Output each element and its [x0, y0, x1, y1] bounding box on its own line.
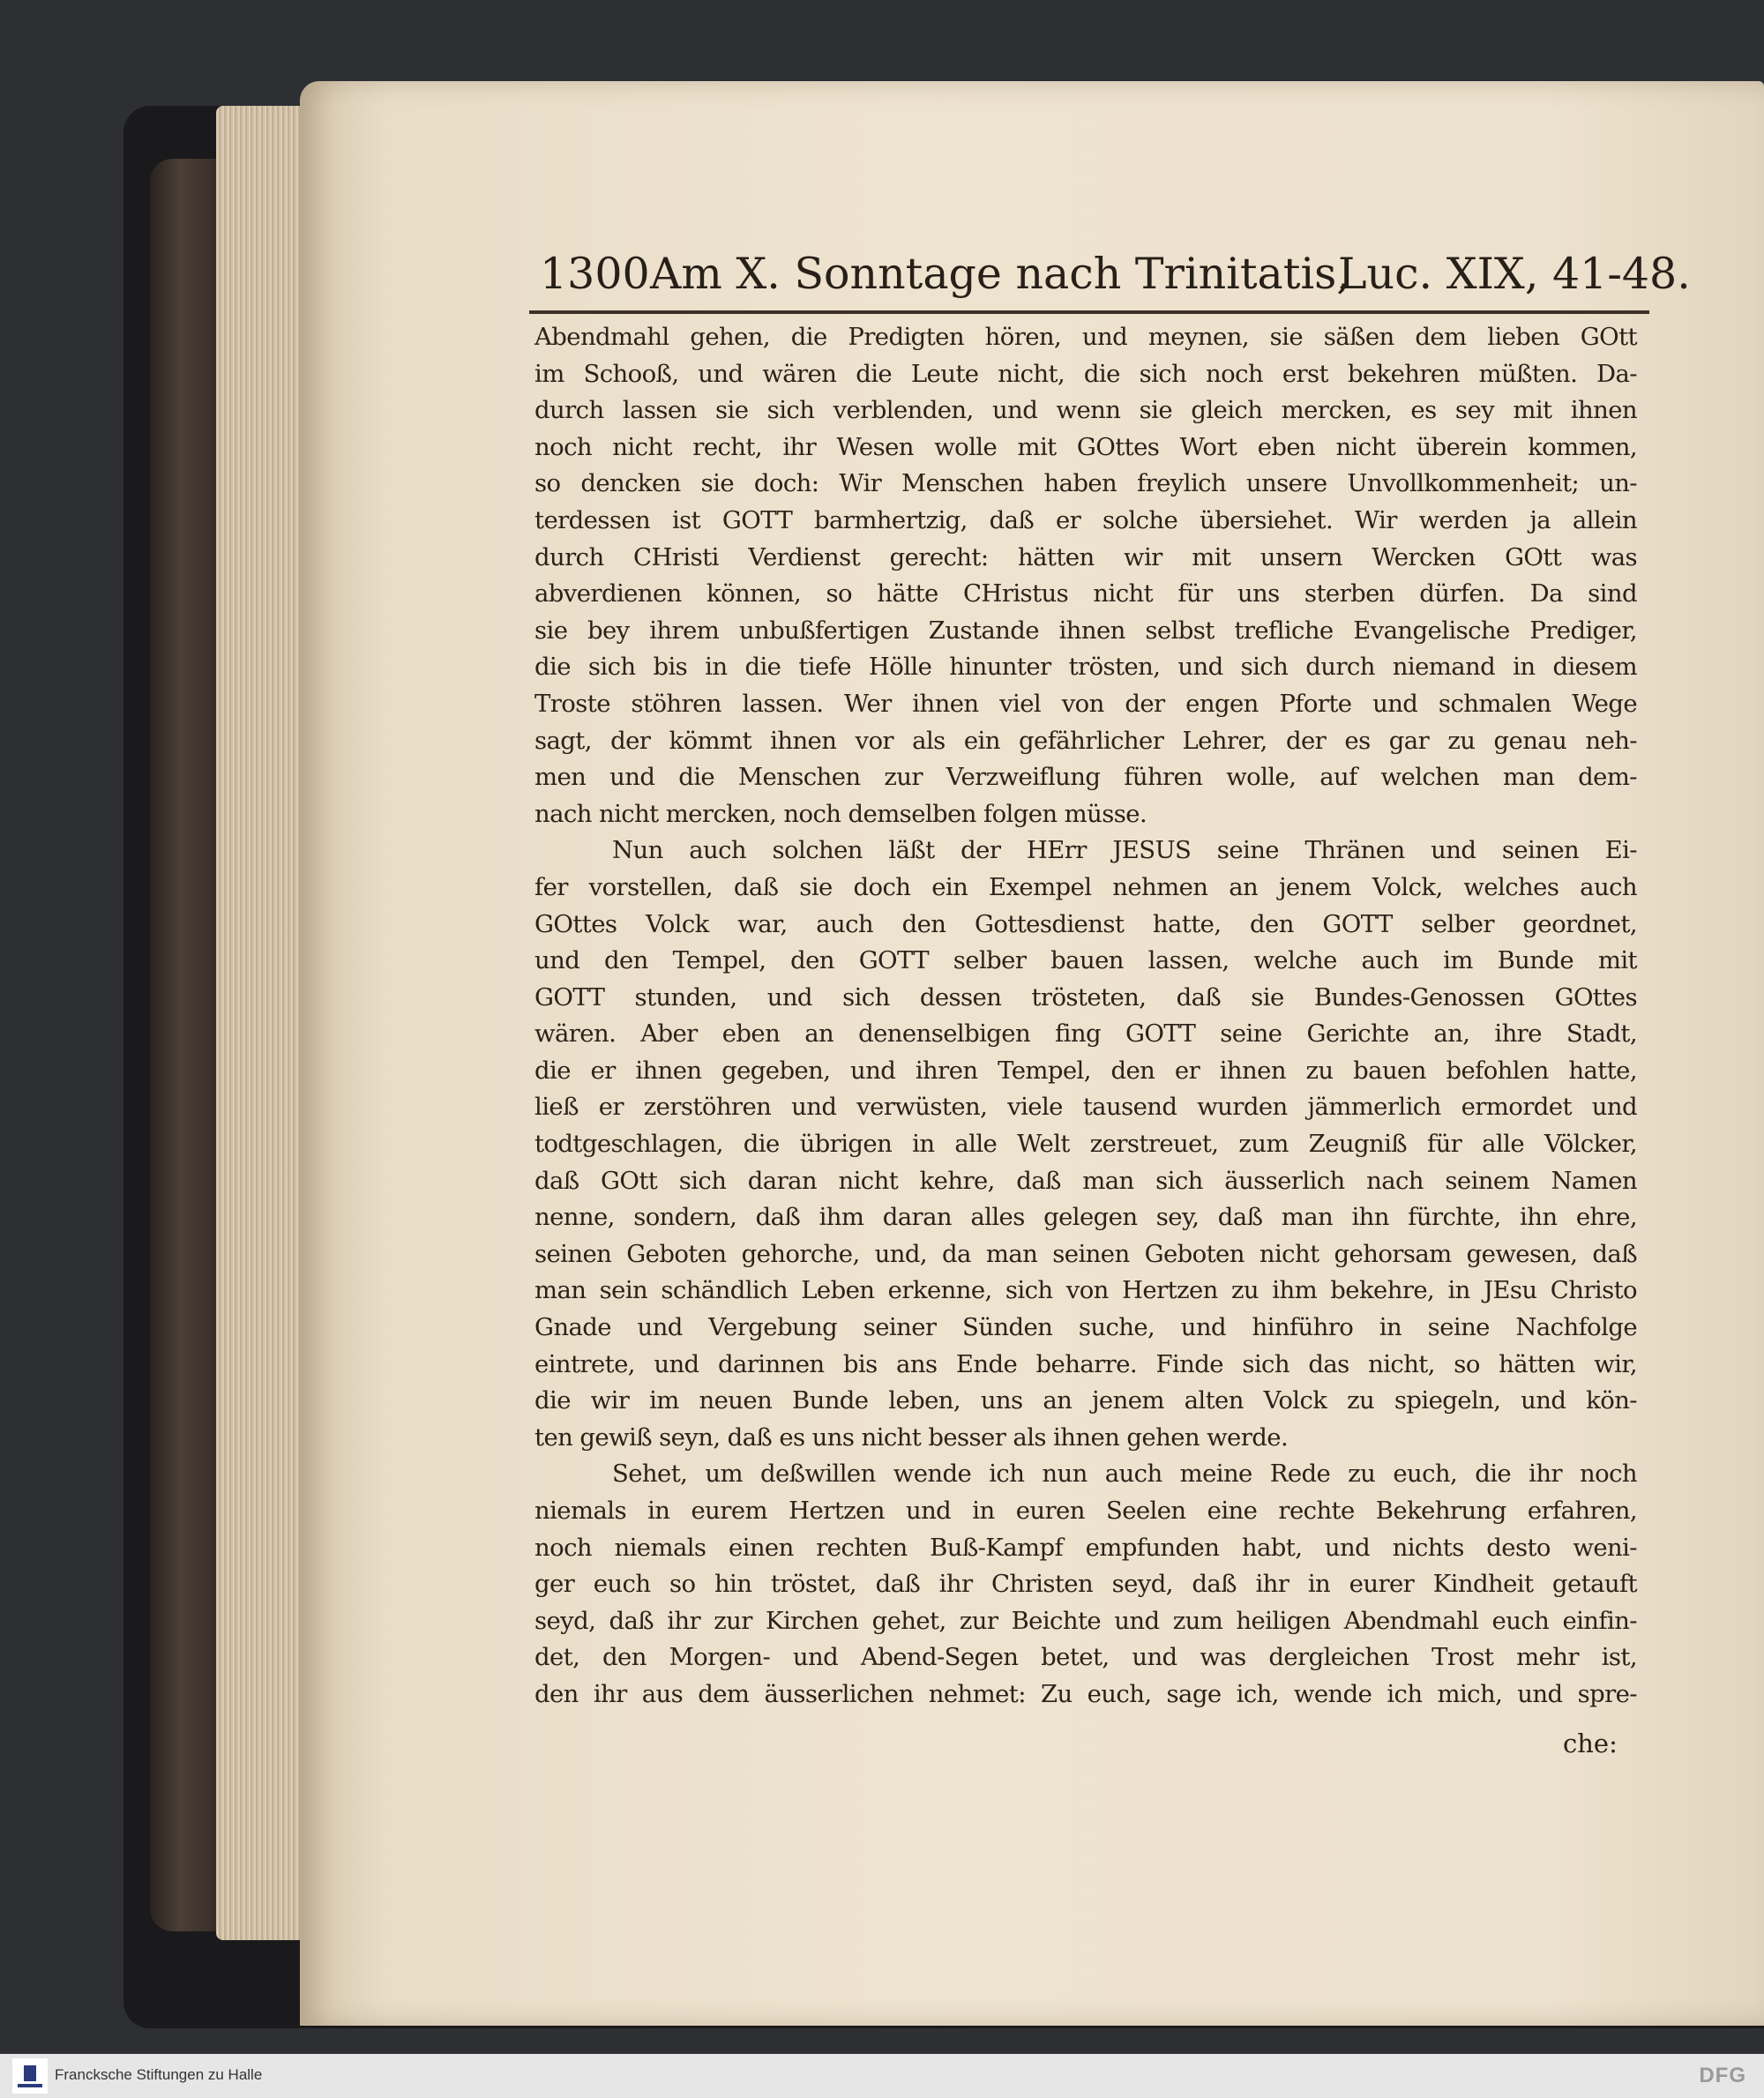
text-line: Sehet, um deßwillen wende ich nun auch meine Rede zu euch, die ihr noch	[612, 1460, 1637, 1489]
text-line: nach nicht mercken, noch demselben folgen müsse.	[534, 799, 1147, 828]
text-line: sagt, der kömmt ihnen vor als ein gefährlicher Lehrer, der es gar zu genau neh-	[534, 726, 1637, 755]
institution-logo-icon	[12, 2058, 48, 2094]
owner-label: Francksche Stiftungen zu Halle	[55, 2066, 263, 2083]
text-line: noch niemals einen rechten Buß-Kampf empfunden habt, und nichts desto weni-	[534, 1533, 1637, 1562]
text-line: Troste stöhren lassen. Wer ihnen viel von der engen Pforte und schmalen Wege	[534, 689, 1637, 718]
text-line: ten gewiß seyn, daß es uns nicht besser als ihnen gehen werde.	[534, 1422, 1289, 1452]
text-line: seinen Geboten gehorche, und, da man seinen Geboten nicht gehorsam gewesen, daß	[534, 1239, 1637, 1268]
text-line: durch CHristi Verdienst gerecht: hätten wir mit unsern Wercken GOtt was	[534, 542, 1637, 571]
text-line: man sein schändlich Leben erkenne, sich von Hertzen zu ihm bekehre, in JEsu Christo	[534, 1276, 1637, 1305]
text-line: det, den Morgen- und Abend-Segen betet, und was dergleichen Trost mehr ist,	[534, 1643, 1637, 1672]
text-line: ließ er zerstöhren und verwüsten, viele tausend wurden jämmerlich ermordet und	[534, 1093, 1637, 1122]
text-line: wären. Aber eben an denenselbigen fing GOTT seine Gerichte an, ihre Stadt,	[534, 1019, 1637, 1049]
text-line: die er ihnen gegeben, und ihren Tempel, den er ihnen zu bauen befohlen hatte,	[534, 1056, 1637, 1085]
text-line: GOttes Volck war, auch den Gottesdienst hatte, den GOTT selber geordnet,	[534, 909, 1637, 938]
text-line: GOTT stunden, und sich dessen trösteten, daß sie Bundes-Genossen GOttes	[534, 982, 1637, 1012]
page-number: 1300	[540, 249, 650, 299]
text-line: fer vorstellen, daß sie doch ein Exempel nehmen an jenem Volck, welches auch	[534, 872, 1637, 901]
text-line: im Schooß, und wären die Leute nicht, die sich noch erst bekehren müßten. Da-	[534, 359, 1637, 388]
text-line: und den Tempel, den GOTT selber bauen lassen, welche auch im Bunde mit	[534, 946, 1637, 975]
text-line: Abendmahl gehen, die Predigten hören, und meynen, sie säßen dem lieben GOtt	[534, 323, 1637, 351]
text-line: daß GOtt sich daran nicht kehre, daß man sich äusserlich nach seinem Namen	[534, 1166, 1637, 1195]
catchword: che:	[1563, 1728, 1618, 1758]
text-line: terdessen ist GOTT barmhertzig, daß er solche übersiehet. Wir werden ja allein	[534, 505, 1637, 534]
footer-bar	[0, 2054, 1764, 2098]
text-line: todtgeschlagen, die übrigen in alle Welt zerstreuet, zum Zeugniß für alle Völcker,	[534, 1130, 1637, 1159]
text-line: niemals in eurem Hertzen und in euren Seelen eine rechte Bekehrung erfahren,	[534, 1497, 1637, 1525]
text-line: sie bey ihrem unbußfertigen Zustande ihnen selbst trefliche Evangelische Prediger,	[534, 616, 1637, 645]
text-line: eintrete, und darinnen bis ans Ende beharre. Finde sich das nicht, so hätten wir,	[534, 1349, 1637, 1378]
text-line: die sich bis in die tiefe Hölle hinunter trösten, und sich durch niemand in diesem	[534, 653, 1637, 682]
running-header	[540, 249, 1691, 303]
text-line: Nun auch solchen läßt der HErr JESUS seine Thränen und seinen Ei-	[612, 836, 1637, 865]
body-text	[534, 319, 1637, 1713]
text-line: den ihr aus dem äusserlichen nehmet: Zu euch, sage ich, wende ich mich, und spre-	[534, 1679, 1637, 1708]
text-line: abverdienen können, so hätte CHristus nicht für uns sterben dürfen. Da sind	[534, 579, 1637, 608]
header-reference: Luc. XIX, 41-48.	[1338, 249, 1691, 299]
text-line: nenne, sondern, daß ihm daran alles gelegen sey, daß man ihn fürchte, ihn ehre,	[534, 1203, 1637, 1232]
text-line: durch lassen sie sich verblenden, und wenn sie gleich mercken, es sey mit ihnen	[534, 396, 1637, 425]
text-line: die wir im neuen Bunde leben, uns an jenem alten Volck zu spiegeln, und kön-	[534, 1386, 1637, 1415]
dfg-logo: DFG	[1699, 2064, 1746, 2087]
text-line: Gnade und Vergebung seiner Sünden suche, und hinführo in seine Nachfolge	[534, 1313, 1637, 1342]
header-title: Am X. Sonntage nach Trinitatis,	[650, 249, 1350, 299]
header-rule	[529, 310, 1649, 314]
text-line: ger euch so hin tröstet, daß ihr Christen seyd, daß ihr in eurer Kindheit getauft	[534, 1570, 1637, 1599]
text-line: noch nicht recht, ihr Wesen wolle mit GOttes Wort eben nicht überein kommen,	[534, 432, 1637, 461]
page-edges	[216, 106, 313, 1940]
text-line: men und die Menschen zur Verzweiflung führen wolle, auf welchen man dem-	[534, 763, 1637, 792]
text-line: so dencken sie doch: Wir Menschen haben freylich unsere Unvollkommenheit; un-	[534, 469, 1637, 498]
text-line: seyd, daß ihr zur Kirchen gehet, zur Beichte und zum heiligen Abendmahl euch einfin-	[534, 1606, 1637, 1635]
